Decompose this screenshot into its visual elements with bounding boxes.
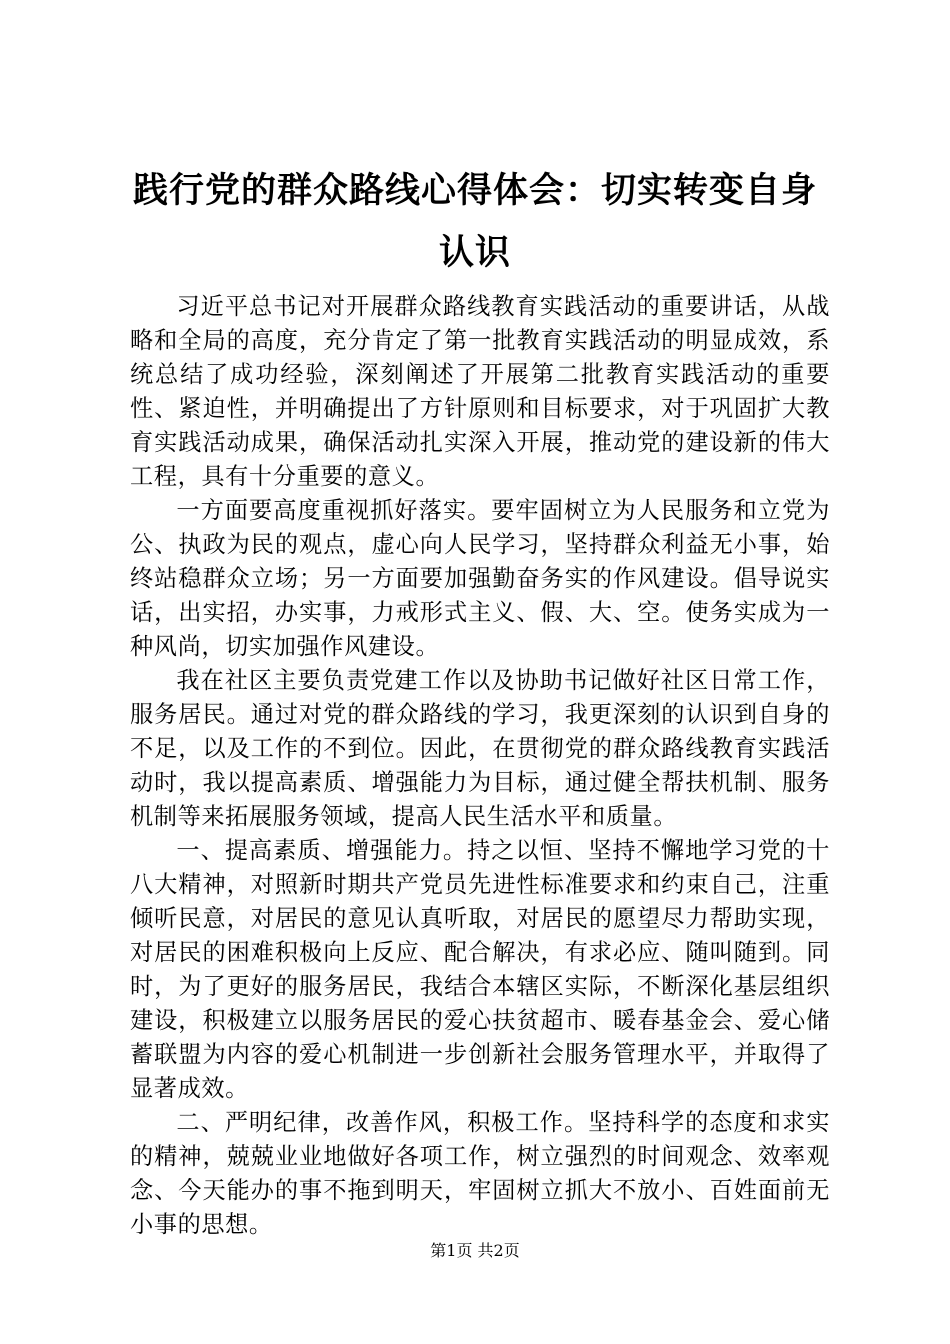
- paragraph-2: 一方面要高度重视抓好落实。要牢固树立为人民服务和立党为公、执政为民的观点，虚心向人民学习，坚持群众利益无小事，始终站稳群众立场；另一方面要加强勤奋务实的作风建设。倡导说实话，出实招，办实事，力戒形式主义、假、大、空。使务实成为一种风尚，切实加强作风建设。: [130, 497, 830, 660]
- document-title: 践行党的群众路线心得体会：切实转变自身认识: [132, 170, 817, 273]
- page-footer: 第1页 共2页: [430, 1241, 520, 1260]
- paragraph-4: 一、提高素质、增强能力。持之以恒、坚持不懈地学习党的十八大精神，对照新时期共产党员先进性标准要求和约束自己，注重倾听民意，对居民的意见认真听取，对居民的愿望尽力帮助实现，对居民的困难积极向上反应、配合解决，有求必应、随叫随到。同时，为了更好的服务居民，我结合本辖区实际，不断深化基层组织建设，积极建立以服务居民的爱心扶贫超市、暖春基金会、爱心储蓄联盟为内容的爱心机制进一步创新社会服务管理水平，并取得了显著成效。: [130, 837, 830, 1102]
- paragraph-1: 习近平总书记对开展群众路线教育实践活动的重要讲话，从战略和全局的高度，充分肯定了第一批教育实践活动的明显成效，系统总结了成功经验，深刻阐述了开展第二批教育实践活动的重要性、紧迫性，并明确提出了方针原则和目标要求，对于巩固扩大教育实践活动成果，确保活动扎实深入开展，推动党的建设新的伟大工程，具有十分重要的意义。: [130, 293, 830, 490]
- paragraph-5: 二、严明纪律，改善作风，积极工作。坚持科学的态度和求实的精神，兢兢业业地做好各项工作，树立强烈的时间观念、效率观念、今天能办的事不拖到明天，牢固树立抓大不放小、百姓面前无小事的思想。: [130, 1109, 830, 1238]
- paragraph-3: 我在社区主要负责党建工作以及协助书记做好社区日常工作，服务居民。通过对党的群众路线的学习，我更深刻的认识到自身的不足，以及工作的不到位。因此，在贯彻党的群众路线教育实践活动时，我以提高素质、增强能力为目标，通过健全帮扶机制、服务机制等来拓展服务领域，提高人民生活水平和质量。: [130, 667, 830, 830]
- document-body: [130, 290, 830, 1242]
